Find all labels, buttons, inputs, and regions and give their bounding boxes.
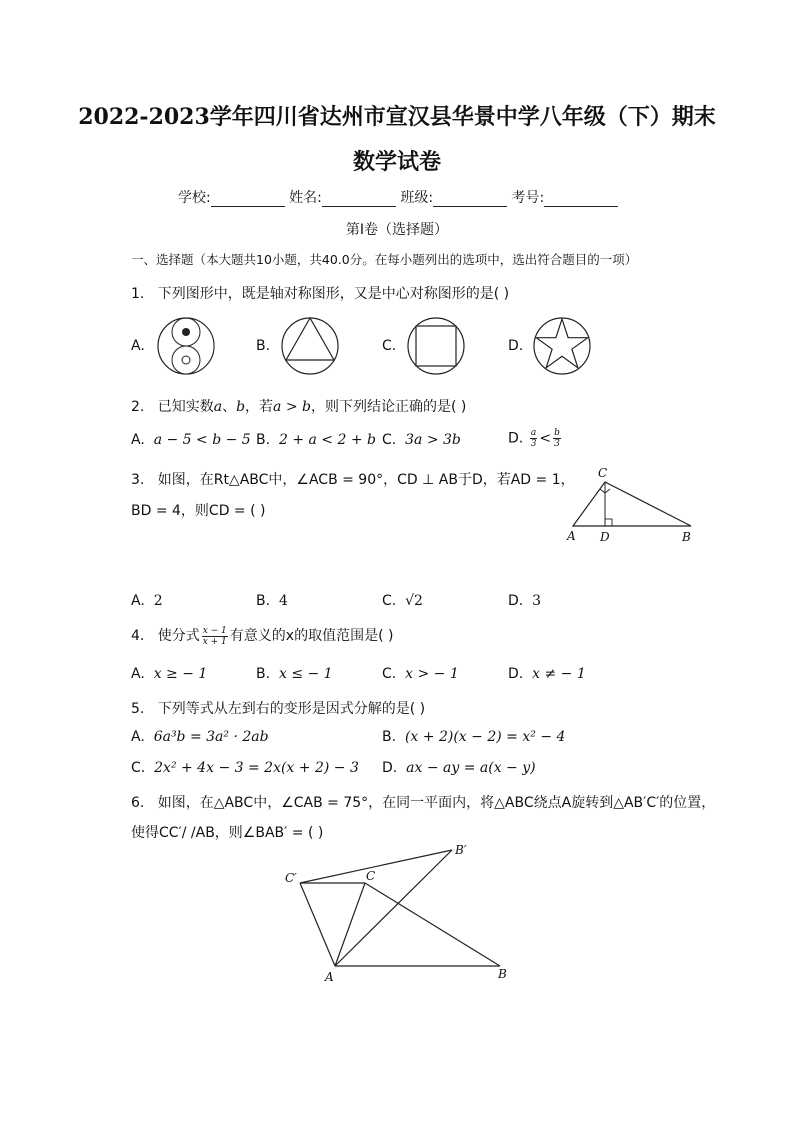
q1-option-d-label[interactable]: D. [508, 338, 524, 354]
q5-option-c[interactable] [131, 760, 359, 776]
question-3-line1 [131, 469, 575, 489]
q5-text: 下列等式从左到右的变形是因式分解的是( ) [157, 701, 426, 717]
q5-option-d-label: D. [382, 760, 398, 776]
q2-text-a: 已知实数 [157, 399, 214, 415]
q6-point-a: A [325, 970, 334, 984]
q2-option-b-text: 2 + a < 2 + b [278, 432, 376, 448]
q3-option-c-label: C. [382, 593, 397, 609]
q3-text-line1: 如图，在Rt△ABC中，∠ACB = 90°，CD ⊥ AB于D，若AD = 1， [157, 472, 575, 488]
q4-fraction: $\frac{x - 1}{x + 1}$ [202, 625, 227, 647]
name-blank[interactable] [322, 192, 396, 207]
q6-point-b-prime: B′ [455, 843, 467, 857]
q4-option-b[interactable] [256, 666, 333, 682]
q2-option-c-text: 3a > 3b [405, 432, 461, 448]
q2-d-fraction-1: $\frac{a}{3}$ [530, 428, 537, 449]
q3-point-b: B [682, 530, 691, 544]
q3-point-a: A [567, 529, 576, 543]
q2-option-b[interactable] [256, 432, 376, 448]
q4-option-b-label: B. [256, 666, 271, 682]
q5-option-d-text: ax − ay = a(x − y) [406, 760, 536, 776]
question-5 [131, 698, 425, 718]
q6-point-c: C [366, 869, 376, 883]
yin-yang-figure [156, 316, 216, 376]
q6-text-line1: 如图，在△ABC中，∠CAB = 75°，在同一平面内，将△ABC绕点A旋转到△AB′C′的位置， [157, 795, 716, 811]
school-blank[interactable] [211, 192, 285, 207]
q2-option-a-text: a − 5 < b − 5 [153, 432, 251, 448]
circle-star-figure [532, 316, 592, 376]
q3-option-a-label: A. [131, 593, 145, 609]
exam-title-line1: 2022-2023学年四川省达州市宣汉县华景中学八年级（下）期末 [78, 104, 716, 130]
q6-text-line2: 使得CC′/ /AB，则∠BAB′ = ( ) [131, 825, 324, 841]
q2-d-fraction-2: $\frac{b}{3}$ [554, 428, 560, 449]
q4-option-a[interactable] [131, 666, 207, 682]
q6-number: 6. [131, 795, 145, 811]
exam-no-blank[interactable] [544, 192, 618, 207]
circle-triangle-figure [280, 316, 340, 376]
q5-option-b-label: B. [382, 729, 397, 745]
school-label: 学校: [178, 190, 211, 206]
q2-text-c: ，则下列结论正确的是( ) [311, 399, 467, 415]
section-heading: 一、选择题（本大题共10小题，共40.0分。在每小题列出的选项中，选出符合题目的一项） [131, 252, 638, 267]
q3-option-d-label: D. [508, 593, 524, 609]
q2-var-a: a [213, 399, 223, 415]
q2-text-b: ，若 [245, 399, 274, 415]
q4-option-a-text: x ≥ − 1 [153, 666, 208, 682]
q2-option-a-label: A. [131, 432, 145, 448]
name-label: 姓名: [289, 190, 322, 206]
q2-option-d[interactable] [508, 428, 563, 449]
q5-option-a-label: A. [131, 729, 145, 745]
q3-option-a-text: 2 [153, 593, 163, 609]
q5-option-a-text: 6a³b = 3a² · 2ab [153, 729, 269, 745]
question-4 [131, 625, 393, 647]
q3-option-b[interactable] [256, 593, 288, 609]
q3-option-c[interactable] [382, 593, 423, 609]
q1-option-b-label[interactable]: B. [256, 338, 271, 354]
q1-text: 下列图形中，既是轴对称图形，又是中心对称图形的是( ) [157, 286, 510, 302]
exam-title-line2: 数学试卷 [352, 149, 441, 175]
q3-option-a[interactable] [131, 593, 163, 609]
q3-option-d-text: 3 [532, 593, 542, 609]
q5-number: 5. [131, 701, 145, 717]
q1-option-a-label[interactable]: A. [131, 338, 145, 354]
class-blank[interactable] [433, 192, 507, 207]
q5-option-c-text: 2x² + 4x − 3 = 2x(x + 2) − 3 [154, 760, 359, 776]
q5-option-b-text: (x + 2)(x − 2) = x² − 4 [404, 729, 566, 745]
q2-var-b: b [236, 399, 246, 415]
circle-square-figure [406, 316, 466, 376]
right-triangle-figure [565, 465, 700, 545]
q4-option-a-label: A. [131, 666, 145, 682]
q3-number: 3. [131, 472, 145, 488]
q4-option-b-text: x ≤ − 1 [278, 666, 333, 682]
q2-number: 2. [131, 399, 145, 415]
q4-option-d-text: x ≠ − 1 [532, 666, 586, 682]
q2-option-b-label: B. [256, 432, 271, 448]
q2-option-c[interactable] [382, 432, 461, 448]
q6-point-c-prime: C′ [285, 871, 297, 885]
q2-option-c-label: C. [382, 432, 397, 448]
q4-text-a: 使分式 [157, 628, 200, 644]
q4-option-c-label: C. [382, 666, 397, 682]
q4-number: 4. [131, 628, 145, 644]
exam-no-label: 考号: [511, 190, 545, 206]
q3-option-c-text: √2 [405, 593, 423, 609]
question-1 [131, 283, 509, 303]
q2-condition: a > b [273, 399, 311, 415]
q5-option-a[interactable] [131, 729, 269, 745]
q2-option-a[interactable] [131, 432, 251, 448]
q5-option-b[interactable] [382, 729, 565, 745]
q6-point-b: B [498, 967, 507, 981]
q2-sep: 、 [222, 399, 237, 415]
q4-option-c[interactable] [382, 666, 459, 682]
student-info-line [178, 187, 618, 207]
q3-point-d: D [600, 530, 610, 544]
q4-text-b: 有意义的x的取值范围是( ) [229, 628, 394, 644]
q5-option-c-label: C. [131, 760, 146, 776]
q4-option-c-text: x > − 1 [405, 666, 459, 682]
q5-option-d[interactable] [382, 760, 536, 776]
q3-text-line2: BD = 4，则CD = ( ) [131, 503, 266, 519]
question-2 [131, 396, 466, 416]
q4-option-d-label: D. [508, 666, 524, 682]
q1-option-c-label[interactable]: C. [382, 338, 397, 354]
q3-option-d[interactable] [508, 593, 541, 609]
q4-option-d[interactable] [508, 666, 586, 682]
q1-number: 1. [131, 286, 145, 302]
q2-d-op: < [539, 430, 552, 447]
class-label: 班级: [400, 190, 434, 206]
rotation-figure [280, 838, 520, 988]
volume-heading: 第Ⅰ卷（选择题） [345, 222, 449, 238]
q3-point-c: C [598, 466, 608, 480]
q3-option-b-label: B. [256, 593, 271, 609]
q3-option-b-text: 4 [278, 593, 288, 609]
q2-option-d-label: D. [508, 430, 524, 447]
question-6-line1 [131, 792, 715, 812]
